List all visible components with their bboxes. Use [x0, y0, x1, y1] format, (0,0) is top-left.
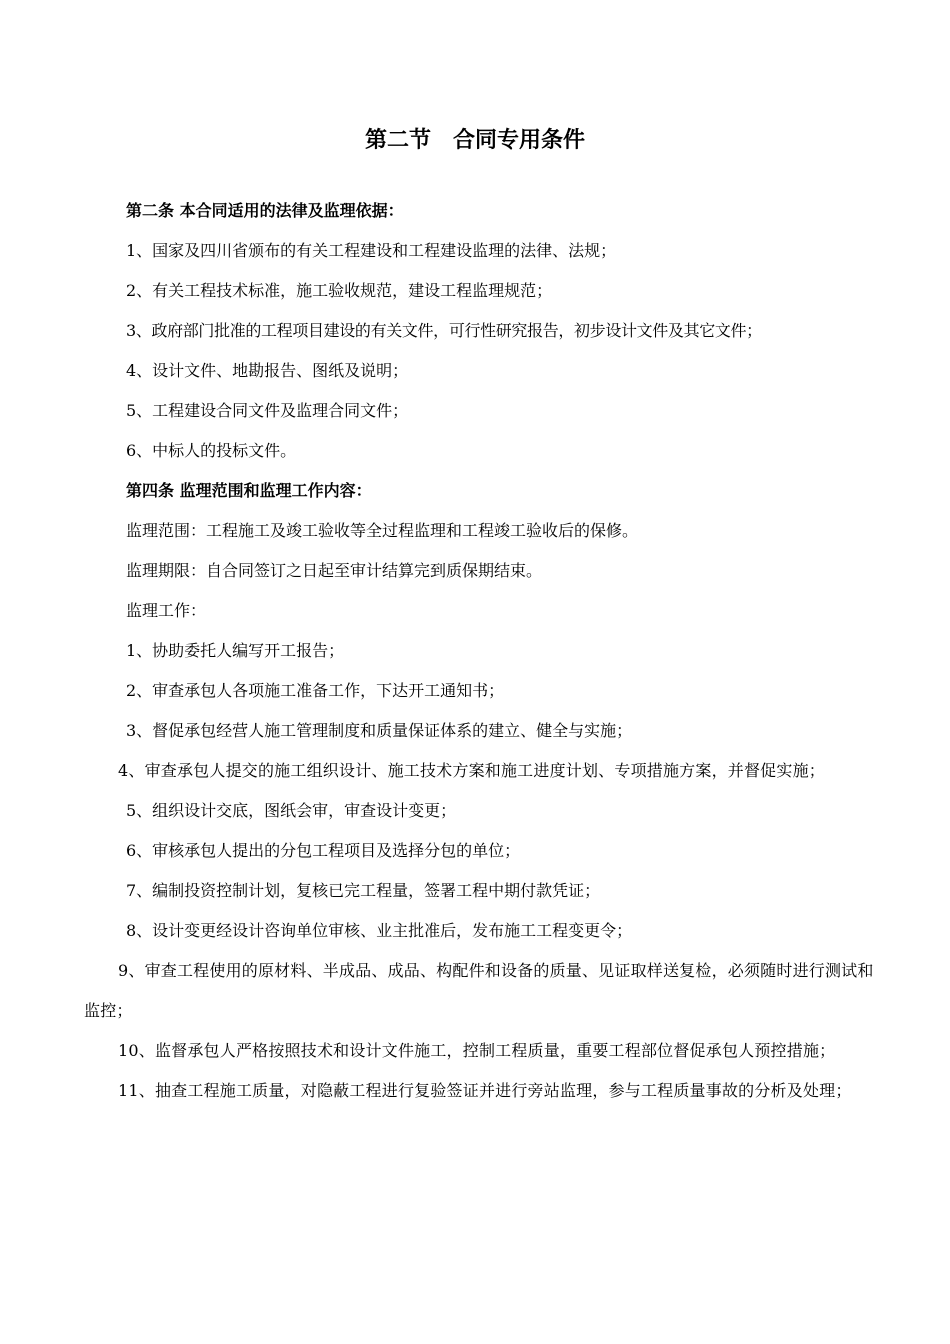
- work-item: 8、设计变更经设计咨询单位审核、业主批准后，发布施工工程变更令；: [126, 921, 633, 940]
- article-2-heading: 第二条 本合同适用的法律及监理依据：: [126, 201, 404, 220]
- article-2-item: 3、政府部门批准的工程项目建设的有关文件，可行性研究报告，初步设计文件及其它文件；: [126, 321, 762, 340]
- work-item: 1、协助委托人编写开工报告；: [126, 641, 345, 660]
- work-item: 3、督促承包经营人施工管理制度和质量保证体系的建立、健全与实施；: [126, 721, 633, 740]
- article-2-item: 6、中标人的投标文件。: [126, 441, 297, 460]
- article-2-item: 4、设计文件、地勘报告、图纸及说明；: [126, 361, 409, 380]
- work-item: 4、审查承包人提交的施工组织设计、施工技术方案和施工进度计划、专项措施方案，并督促实施；: [118, 761, 825, 780]
- work-item: 10、监督承包人严格按照技术和设计文件施工，控制工程质量，重要工程部位督促承包人预控措施；: [118, 1041, 836, 1060]
- work-item: 5、组织设计交底，图纸会审，审查设计变更；: [126, 801, 457, 820]
- work-item: 9、审查工程使用的原材料、半成品、成品、构配件和设备的质量、见证取样送复检，必须随时进行测试和监控；: [84, 961, 874, 1020]
- document-body: [84, 191, 874, 1111]
- work-item: 11、抽查工程施工质量，对隐蔽工程进行复验签证并进行旁站监理，参与工程质量事故的分析及处理；: [118, 1081, 852, 1100]
- article-2-item: 5、工程建设合同文件及监理合同文件；: [126, 401, 409, 420]
- article-4-heading: 第四条 监理范围和监理工作内容：: [126, 481, 372, 500]
- article-2-item: 1、国家及四川省颁布的有关工程建设和工程建设监理的法律、法规；: [126, 241, 617, 260]
- supervision-period: 监理期限：自合同签订之日起至审计结算完到质保期结束。: [126, 561, 543, 580]
- work-item: 7、编制投资控制计划，复核已完工程量，签署工程中期付款凭证；: [126, 881, 601, 900]
- work-item: 6、审核承包人提出的分包工程项目及选择分包的单位；: [126, 841, 521, 860]
- work-item: 2、审查承包人各项施工准备工作，下达开工通知书；: [126, 681, 505, 700]
- article-2-item: 2、有关工程技术标准，施工验收规范，建设工程监理规范；: [126, 281, 553, 300]
- supervision-work-label: 监理工作：: [126, 601, 207, 620]
- supervision-scope: 监理范围：工程施工及竣工验收等全过程监理和工程竣工验收后的保修。: [126, 521, 639, 540]
- section-title: 第二节 合同专用条件: [364, 128, 585, 153]
